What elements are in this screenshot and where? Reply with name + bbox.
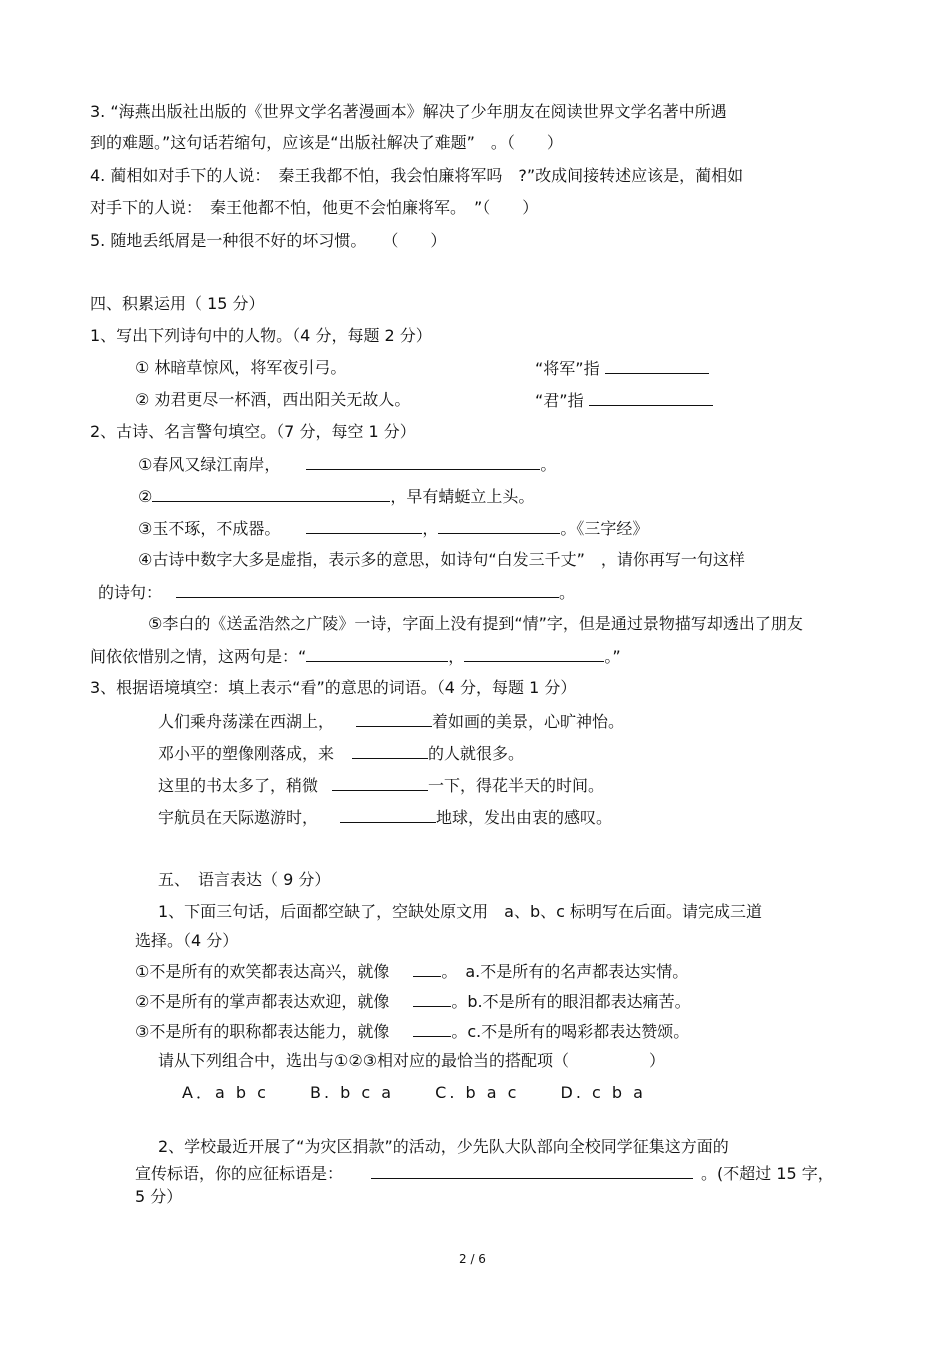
item-text: 宇航员在天际遨游时， bbox=[158, 808, 319, 827]
s5-q1-options bbox=[182, 1082, 682, 1104]
answer-blank[interactable] bbox=[413, 990, 451, 1007]
s5-q1-line1: 1、下面三句话，后面都空缺了，空缺处原文用 a、b、c 标明写在后面。请完成三道 bbox=[158, 902, 763, 921]
s5-q1-sentence3 bbox=[135, 1020, 689, 1043]
answer-blank[interactable] bbox=[306, 453, 540, 470]
item-text: 。(不超过 15 字， bbox=[701, 1164, 834, 1183]
answer-blank[interactable] bbox=[176, 581, 559, 598]
answer-blank[interactable] bbox=[306, 517, 422, 534]
item-text: 地球，发出由衷的感叹。 bbox=[436, 808, 613, 827]
s4-q3-line4 bbox=[158, 806, 612, 829]
item-text: 邓小平的塑像刚落成，来 bbox=[158, 744, 335, 763]
item-text: ② bbox=[138, 487, 153, 506]
s5-q2-line3: 5 分） bbox=[135, 1187, 183, 1206]
item-text: 间依依惜别之情，这两句是：“ bbox=[90, 647, 307, 666]
answer-blank[interactable] bbox=[438, 517, 560, 534]
item-text: ③不是所有的职称都表达能力，就像 bbox=[135, 1022, 390, 1041]
s4-q2-head: 2、古诗、名言警句填空。（7 分，每空 1 分） bbox=[90, 422, 416, 441]
q4-line2: 对手下的人说： 秦王他都不怕，他更不会怕廉将军。 ”（ ） bbox=[90, 198, 539, 217]
s5-q1-sentence1 bbox=[135, 960, 688, 983]
item-text: 这里的书太多了，稍微 bbox=[158, 776, 319, 795]
s4-q1-a-answer bbox=[535, 357, 709, 380]
s4-q3-line1 bbox=[158, 710, 624, 733]
s4-q2-item5-line2 bbox=[90, 645, 621, 668]
option-c[interactable]: C. b a c bbox=[435, 1083, 520, 1102]
answer-blank[interactable] bbox=[589, 389, 713, 406]
answer-blank[interactable] bbox=[464, 645, 604, 662]
s5-q1-line2: 选择。（4 分） bbox=[135, 931, 239, 950]
item-text: ①春风又绿江南岸， bbox=[138, 455, 281, 474]
s5-q1-instruction: 请从下列组合中，选出与①②③相对应的最恰当的搭配项（ ） bbox=[158, 1051, 666, 1070]
s4-q2-item4-line2 bbox=[98, 581, 575, 604]
s4-q3-line3 bbox=[158, 774, 604, 797]
s5-q1-sentence2 bbox=[135, 990, 691, 1013]
s4-q1-a-text: ① 林暗草惊风，将军夜引弓。 bbox=[135, 358, 347, 377]
section4-title: 四、积累运用（ 15 分） bbox=[90, 294, 265, 313]
answer-blank[interactable] bbox=[340, 806, 436, 823]
option-d[interactable]: D. c b a bbox=[560, 1083, 646, 1102]
answer-blank[interactable] bbox=[356, 710, 432, 727]
answer-blank[interactable] bbox=[152, 485, 390, 502]
s4-q3-line2 bbox=[158, 742, 524, 765]
s4-q2-item1 bbox=[138, 453, 556, 476]
item-text: 。” bbox=[604, 647, 621, 666]
item-text: ③玉不琢，不成器。 bbox=[138, 519, 281, 538]
item-text: 的人就很多。 bbox=[428, 744, 525, 763]
item-text: ①不是所有的欢笑都表达高兴，就像 bbox=[135, 962, 390, 981]
q3-line1: 3. “海燕出版社出版的《世界文学名著漫画本》解决了少年朋友在阅读世界文学名著中所遇 bbox=[90, 102, 727, 121]
answer-blank[interactable] bbox=[413, 1020, 451, 1037]
item-text: 。《三字经》 bbox=[560, 519, 649, 538]
answer-blank[interactable] bbox=[605, 357, 709, 374]
s5-q2-line2 bbox=[135, 1162, 834, 1185]
s4-q1-b-label: “君”指 bbox=[535, 391, 584, 410]
item-text: ， bbox=[422, 519, 439, 538]
option-a[interactable]: A．a b c bbox=[182, 1083, 269, 1102]
item-text: 着如画的美景，心旷神怡。 bbox=[432, 712, 625, 731]
item-text: ②不是所有的掌声都表达欢迎，就像 bbox=[135, 992, 390, 1011]
s4-q1-b-answer bbox=[535, 389, 713, 412]
q3-line2: 到的难题。”这句话若缩句，应该是“出版社解决了难题” 。（ ） bbox=[90, 133, 563, 152]
item-text: 。 a.不是所有的名声都表达实情。 bbox=[441, 962, 689, 981]
s5-q2-line1: 2、学校最近开展了“为灾区捐款”的活动，少先队大队部向全校同学征集这方面的 bbox=[158, 1137, 729, 1156]
s4-q2-item2 bbox=[138, 485, 534, 508]
option-b[interactable]: B. b c a bbox=[309, 1083, 395, 1102]
item-text: 。c.不是所有的喝彩都表达赞颂。 bbox=[451, 1022, 690, 1041]
s4-q1-a-label: “将军”指 bbox=[535, 359, 600, 378]
s4-q2-item4-line1: ④古诗中数字大多是虚指，表示多的意思，如诗句“白发三千丈” ，请你再写一句这样 bbox=[138, 550, 745, 569]
item-text: 。 bbox=[559, 583, 576, 602]
s4-q1-head: 1、写出下列诗句中的人物。（4 分，每题 2 分） bbox=[90, 326, 432, 345]
item-text: ，早有蜻蜓立上头。 bbox=[390, 487, 535, 506]
item-text: 。 bbox=[540, 455, 557, 474]
q5-line: 5. 随地丢纸屑是一种很不好的坏习惯。 （ ） bbox=[90, 231, 447, 250]
answer-blank[interactable] bbox=[413, 960, 441, 977]
answer-blank[interactable] bbox=[306, 645, 448, 662]
answer-blank[interactable] bbox=[332, 774, 428, 791]
page-number: 2 / 6 bbox=[459, 1252, 486, 1266]
item-text: 一下，得花半天的时间。 bbox=[428, 776, 605, 795]
s4-q2-item5-line1: ⑤李白的《送孟浩然之广陵》一诗，字面上没有提到“情”字，但是通过景物描写却透出了朋友 bbox=[148, 614, 803, 633]
item-text: 。b.不是所有的眼泪都表达痛苦。 bbox=[451, 992, 691, 1011]
q4-line1: 4. 蔺相如对手下的人说： 秦王我都不怕，我会怕廉将军吗 ?”改成间接转述应该是，蔺相如 bbox=[90, 166, 744, 185]
item-text: 宣传标语，你的应征标语是： bbox=[135, 1164, 344, 1183]
slogan-blank[interactable] bbox=[371, 1162, 693, 1179]
item-text: 人们乘舟荡漾在西湖上， bbox=[158, 712, 335, 731]
s4-q3-head: 3、根据语境填空：填上表示“看”的意思的词语。（4 分，每题 1 分） bbox=[90, 678, 577, 697]
s4-q1-b-text: ② 劝君更尽一杯酒，西出阳关无故人。 bbox=[135, 390, 411, 409]
answer-blank[interactable] bbox=[352, 742, 428, 759]
item-text: 的诗句： bbox=[98, 583, 163, 602]
s4-q2-item3 bbox=[138, 517, 648, 540]
item-text: ， bbox=[448, 647, 465, 666]
section5-title: 五、 语言表达（ 9 分） bbox=[158, 870, 331, 889]
